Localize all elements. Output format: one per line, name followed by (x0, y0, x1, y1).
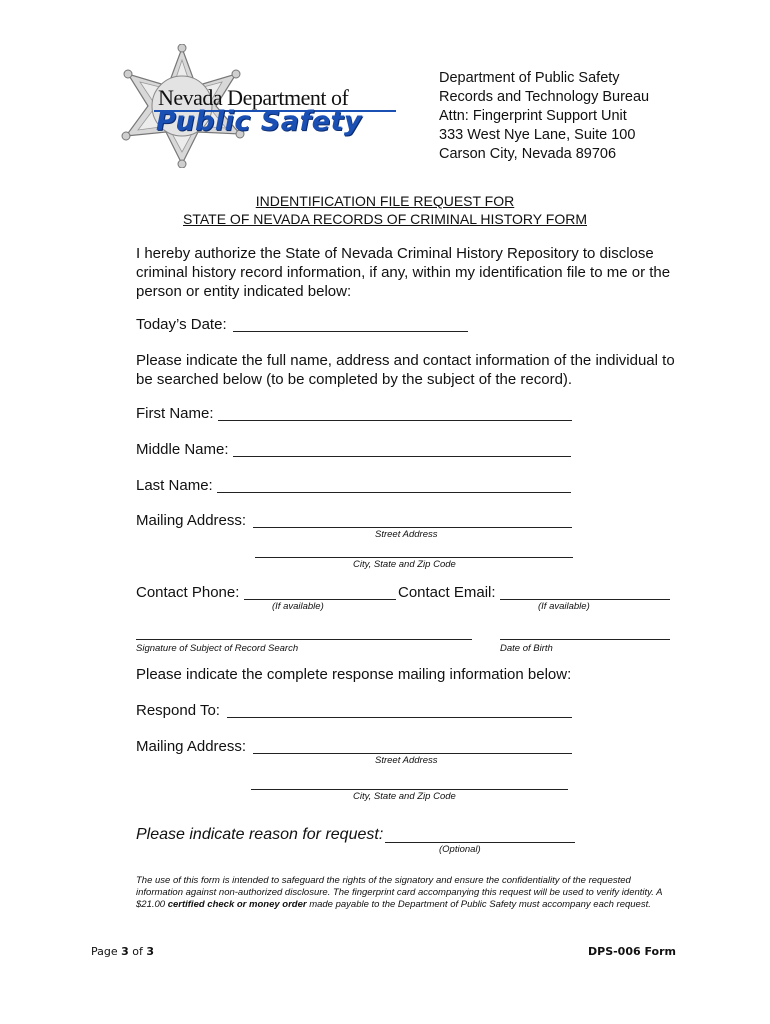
of-word: of (132, 945, 143, 958)
reason-optional-caption: (Optional) (439, 844, 481, 855)
disclaimer-part: made payable to the Department of Public Safety must accompany each request. (306, 899, 651, 910)
disclaimer-text (136, 875, 671, 911)
response-city-field[interactable] (251, 789, 568, 790)
subject-street-field[interactable] (253, 527, 572, 528)
phone-if-available-caption: (If available) (272, 601, 324, 612)
address-line: 333 West Nye Lane, Suite 100 (439, 127, 636, 143)
contact-email-field[interactable] (500, 599, 670, 600)
signature-field[interactable] (136, 639, 472, 640)
form-title-line2: STATE OF NEVADA RECORDS OF CRIMINAL HISTORY FORM (183, 211, 587, 227)
page-total: 3 (146, 945, 155, 958)
subject-instructions: Please indicate the full name, address and contact information of the individual to be searched below (to be completed by the subject of the record). (136, 352, 675, 388)
respond-to-field[interactable] (227, 717, 572, 718)
page-word: Page (91, 945, 118, 958)
response-mailing-address-label: Mailing Address: (136, 738, 247, 755)
first-name-label: First Name: (136, 405, 214, 422)
date-of-birth-field[interactable] (500, 639, 670, 640)
form-title-line1: INDENTIFICATION FILE REQUEST FOR (255, 193, 515, 209)
mailing-address-block (439, 69, 649, 164)
last-name-label: Last Name: (136, 477, 213, 494)
response-street-field[interactable] (253, 753, 572, 754)
contact-phone-label: Contact Phone: (136, 584, 240, 601)
address-line: Carson City, Nevada 89706 (439, 146, 617, 162)
logo (118, 44, 400, 168)
contact-phone-field[interactable] (244, 599, 396, 600)
logo-text-line2: Public Safety (156, 106, 363, 137)
page-number (91, 945, 154, 958)
response-city-caption: City, State and Zip Code (353, 791, 456, 802)
page-current: 3 (121, 945, 129, 958)
first-name-field[interactable] (218, 420, 572, 421)
address-line: Attn: Fingerprint Support Unit (439, 108, 627, 124)
address-line: Department of Public Safety (439, 70, 620, 86)
subject-city-caption: City, State and Zip Code (353, 559, 456, 570)
todays-date-field[interactable] (233, 331, 468, 332)
last-name-field[interactable] (217, 492, 571, 493)
response-street-caption: Street Address (375, 755, 438, 766)
email-if-available-caption: (If available) (538, 601, 590, 612)
response-instructions: Please indicate the complete response mailing information below: (136, 666, 572, 683)
form-id: DPS-006 Form (588, 945, 676, 958)
reason-field[interactable] (385, 842, 575, 843)
disclaimer-payment-method: certified check or money order (167, 899, 307, 910)
middle-name-label: Middle Name: (136, 441, 229, 458)
todays-date-label: Today’s Date: (136, 316, 227, 333)
disclaimer-part: The use of this form is intended to safeguard the rights of the signatory and ensure the confidentiality of the requested information against non-authorized disclosure. The fingerprint card accompanying this request will be used to verify identity. A $21.00 (136, 875, 663, 910)
subject-city-field[interactable] (255, 557, 573, 558)
signature-caption: Signature of Subject of Record Search (136, 643, 299, 654)
authorization-paragraph: I hereby authorize the State of Nevada Criminal History Repository to disclose criminal history record information, if any, within my identification file to me or the person or entity indicated below: (136, 245, 671, 300)
middle-name-field[interactable] (233, 456, 571, 457)
subject-street-caption: Street Address (375, 529, 438, 540)
subject-mailing-address-label: Mailing Address: (136, 512, 247, 529)
contact-email-label: Contact Email: (398, 584, 496, 601)
reason-label: Please indicate reason for request: (136, 826, 384, 843)
date-of-birth-caption: Date of Birth (500, 643, 553, 654)
address-line: Records and Technology Bureau (439, 89, 650, 105)
logo-text-line1: Nevada Department of (158, 85, 349, 110)
respond-to-label: Respond To: (136, 702, 220, 719)
